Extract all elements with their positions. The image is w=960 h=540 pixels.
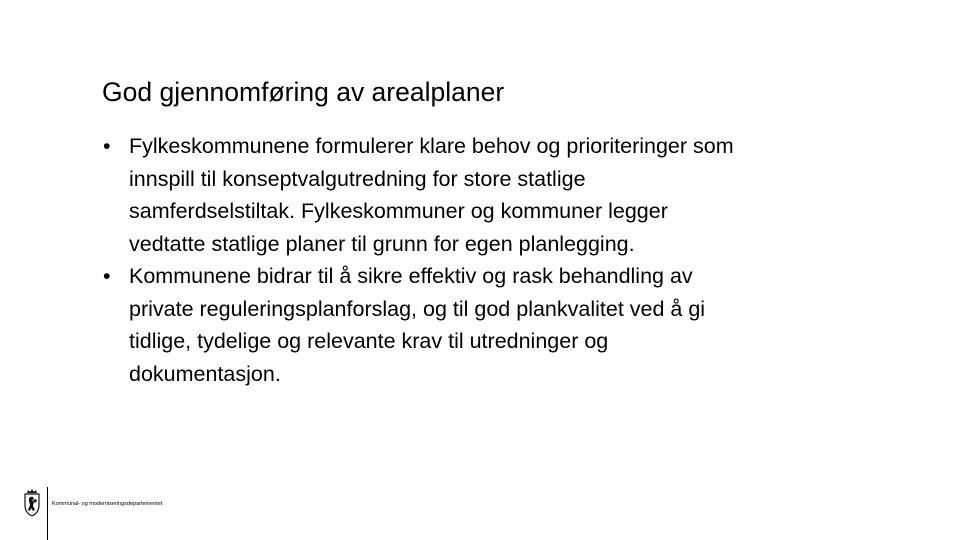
bullet-item-municipal-processing (103, 260, 903, 390)
bullet-line: samferdselstiltak. Fylkeskommuner og kommuner legger (129, 199, 668, 223)
bullet-line: Fylkeskommunene formulerer klare behov og prioriteringer som (129, 134, 734, 158)
bullet-item-planning-needs (103, 130, 903, 260)
bullet-line: tidlige, tydelige og relevante krav til utredninger og (129, 329, 609, 353)
bullet-line: dokumentasjon. (129, 361, 281, 386)
footer-divider (47, 487, 48, 540)
bullet-list (103, 130, 903, 390)
footer-department-name: Kommunal- og moderniseringsdepartementet (52, 501, 163, 507)
bullet-line: Kommunene bidrar til å sikre effektiv og rask behandling av (129, 264, 693, 288)
norwegian-lion-coat-of-arms-icon (22, 488, 42, 518)
bullet-marker: • (103, 264, 111, 288)
slide-title: God gjennomføring av arealplaner (102, 77, 505, 107)
bullet-line: innspill til konseptvalgutredning for store statlige (129, 166, 586, 191)
bullet-marker: • (103, 134, 111, 158)
bullet-line: private reguleringsplanforslag, og til god plankvalitet ved å gi (129, 296, 706, 321)
bullet-line: vedtatte statlige planer til grunn for egen planlegging. (129, 231, 635, 256)
